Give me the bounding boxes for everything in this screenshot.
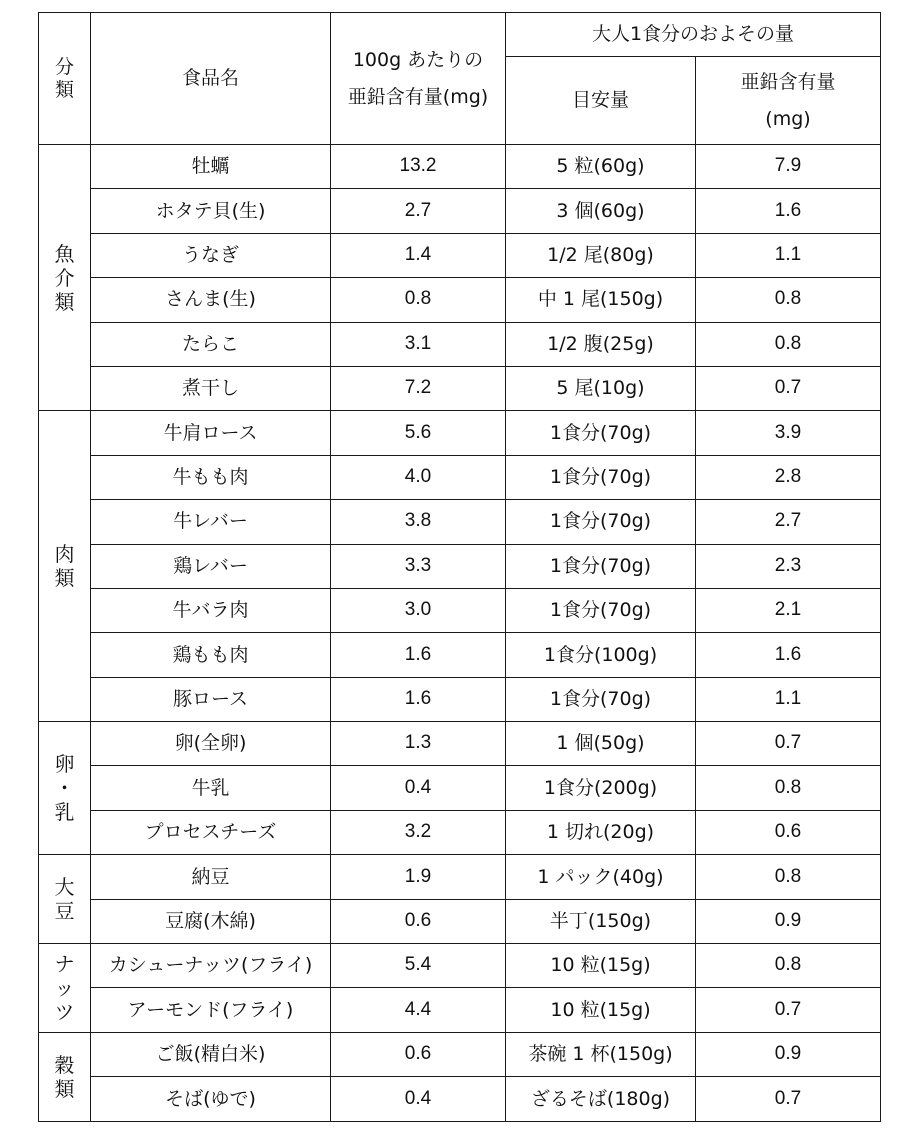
zinc-content-cell: 0.8 [696, 944, 881, 988]
food-name-cell: 煮干し [91, 366, 331, 410]
category-label: 肉 類 [54, 542, 75, 591]
zinc-content-cell: 0.6 [696, 810, 881, 854]
serving-amount-cell: 10 粒(15g) [506, 944, 696, 988]
zinc-content-table [38, 12, 881, 1122]
serving-amount-cell: 茶碗 1 杯(150g) [506, 1032, 696, 1076]
serving-amount-cell: 1/2 腹(25g) [506, 322, 696, 366]
zinc-content-cell: 2.8 [696, 455, 881, 499]
category-cell [39, 722, 91, 855]
per-100g-cell: 13.2 [331, 145, 506, 189]
food-name-cell: 牛もも肉 [91, 455, 331, 499]
category-label: 卵 ・ 乳 [54, 752, 75, 825]
header-category [39, 13, 91, 145]
zinc-content-cell: 7.9 [696, 145, 881, 189]
food-name-cell: 納豆 [91, 855, 331, 899]
serving-amount-cell: 1 個(50g) [506, 722, 696, 766]
food-name-cell: さんま(生) [91, 278, 331, 322]
per-100g-cell: 3.0 [331, 588, 506, 632]
category-cell [39, 1032, 91, 1121]
serving-amount-cell: 1/2 尾(80g) [506, 233, 696, 277]
serving-amount-cell: 1食分(70g) [506, 677, 696, 721]
serving-amount-cell: 3 個(60g) [506, 189, 696, 233]
per-100g-cell: 0.6 [331, 899, 506, 943]
category-label: 大 豆 [54, 875, 75, 924]
per-100g-cell: 3.2 [331, 810, 506, 854]
header-per-100g [331, 13, 506, 145]
table-row [39, 766, 881, 810]
zinc-content-cell: 0.9 [696, 1032, 881, 1076]
table-row [39, 278, 881, 322]
category-label: 穀 類 [54, 1052, 75, 1101]
table-row [39, 366, 881, 410]
per-100g-cell: 5.6 [331, 411, 506, 455]
food-name-cell: そば(ゆで) [91, 1077, 331, 1121]
food-name-cell: プロセスチーズ [91, 810, 331, 854]
zinc-content-cell: 0.8 [696, 855, 881, 899]
zinc-content-cell: 1.1 [696, 677, 881, 721]
category-label: 魚 介 類 [54, 241, 75, 314]
food-name-cell: 鶏レバー [91, 544, 331, 588]
zinc-content-cell: 3.9 [696, 411, 881, 455]
serving-amount-cell: 10 粒(15g) [506, 988, 696, 1032]
per-100g-cell: 1.6 [331, 677, 506, 721]
header-adult-serving-group: 大人1食分のおよその量 [506, 13, 881, 57]
table-row [39, 633, 881, 677]
table-row [39, 189, 881, 233]
zinc-content-cell: 2.7 [696, 500, 881, 544]
header-zinc-content-text: 亜鉛含有量 (mg) [740, 71, 836, 130]
serving-amount-cell: ざるそば(180g) [506, 1077, 696, 1121]
per-100g-cell: 4.0 [331, 455, 506, 499]
table-row [39, 500, 881, 544]
serving-amount-cell: 半丁(150g) [506, 899, 696, 943]
category-cell [39, 145, 91, 411]
food-name-cell: 牛バラ肉 [91, 588, 331, 632]
table-row [39, 988, 881, 1032]
zinc-content-cell: 0.7 [696, 366, 881, 410]
serving-amount-cell: 1食分(70g) [506, 411, 696, 455]
food-name-cell: カシューナッツ(フライ) [91, 944, 331, 988]
per-100g-cell: 1.3 [331, 722, 506, 766]
serving-amount-cell: 中 1 尾(150g) [506, 278, 696, 322]
per-100g-cell: 1.6 [331, 633, 506, 677]
per-100g-cell: 4.4 [331, 988, 506, 1032]
serving-amount-cell: 1 切れ(20g) [506, 810, 696, 854]
table-row [39, 722, 881, 766]
table-row [39, 1032, 881, 1076]
zinc-content-cell: 0.8 [696, 766, 881, 810]
category-cell [39, 944, 91, 1033]
table-body [39, 145, 881, 1122]
zinc-content-cell: 0.7 [696, 988, 881, 1032]
food-name-cell: 豆腐(木綿) [91, 899, 331, 943]
serving-amount-cell: 1食分(70g) [506, 588, 696, 632]
per-100g-cell: 0.6 [331, 1032, 506, 1076]
table-row [39, 677, 881, 721]
per-100g-cell: 1.4 [331, 233, 506, 277]
table-row [39, 233, 881, 277]
per-100g-cell: 5.4 [331, 944, 506, 988]
table-row [39, 899, 881, 943]
zinc-content-cell: 0.7 [696, 1077, 881, 1121]
per-100g-cell: 3.3 [331, 544, 506, 588]
zinc-content-cell: 0.7 [696, 722, 881, 766]
food-name-cell: アーモンド(フライ) [91, 988, 331, 1032]
category-cell [39, 411, 91, 722]
table-row [39, 322, 881, 366]
table-row [39, 145, 881, 189]
zinc-content-cell: 2.3 [696, 544, 881, 588]
category-cell [39, 855, 91, 944]
zinc-content-cell: 1.1 [696, 233, 881, 277]
per-100g-cell: 2.7 [331, 189, 506, 233]
per-100g-cell: 7.2 [331, 366, 506, 410]
header-per-100g-text: 100g あたりの 亜鉛含有量(mg) [347, 49, 489, 108]
per-100g-cell: 0.4 [331, 1077, 506, 1121]
zinc-content-cell: 0.9 [696, 899, 881, 943]
serving-amount-cell: 1食分(70g) [506, 500, 696, 544]
zinc-content-cell: 2.1 [696, 588, 881, 632]
header-serving-amount: 目安量 [506, 57, 696, 145]
header-category-text: 分 類 [54, 55, 74, 101]
serving-amount-cell: 5 粒(60g) [506, 145, 696, 189]
table-row [39, 588, 881, 632]
header-zinc-content [696, 57, 881, 145]
food-name-cell: 鶏もも肉 [91, 633, 331, 677]
zinc-content-cell: 0.8 [696, 322, 881, 366]
per-100g-cell: 3.8 [331, 500, 506, 544]
food-name-cell: 卵(全卵) [91, 722, 331, 766]
food-name-cell: うなぎ [91, 233, 331, 277]
serving-amount-cell: 1食分(70g) [506, 544, 696, 588]
per-100g-cell: 3.1 [331, 322, 506, 366]
zinc-content-cell: 0.8 [696, 278, 881, 322]
table-row [39, 855, 881, 899]
zinc-content-cell: 1.6 [696, 189, 881, 233]
serving-amount-cell: 1食分(200g) [506, 766, 696, 810]
table-row [39, 544, 881, 588]
serving-amount-cell: 5 尾(10g) [506, 366, 696, 410]
table-row [39, 944, 881, 988]
per-100g-cell: 1.9 [331, 855, 506, 899]
food-name-cell: たらこ [91, 322, 331, 366]
zinc-content-cell: 1.6 [696, 633, 881, 677]
food-name-cell: 牛肩ロース [91, 411, 331, 455]
table-row [39, 411, 881, 455]
per-100g-cell: 0.4 [331, 766, 506, 810]
food-name-cell: ホタテ貝(生) [91, 189, 331, 233]
food-name-cell: 牛乳 [91, 766, 331, 810]
header-food-name: 食品名 [91, 13, 331, 145]
table-header [39, 13, 881, 145]
food-name-cell: ご飯(精白米) [91, 1032, 331, 1076]
food-name-cell: 豚ロース [91, 677, 331, 721]
food-name-cell: 牡蠣 [91, 145, 331, 189]
table-row [39, 810, 881, 854]
food-name-cell: 牛レバー [91, 500, 331, 544]
table-row [39, 455, 881, 499]
serving-amount-cell: 1食分(100g) [506, 633, 696, 677]
table-row [39, 1077, 881, 1121]
serving-amount-cell: 1 パック(40g) [506, 855, 696, 899]
per-100g-cell: 0.8 [331, 278, 506, 322]
header-row-1 [39, 13, 881, 57]
serving-amount-cell: 1食分(70g) [506, 455, 696, 499]
category-label: ナ ッ ツ [54, 951, 75, 1024]
